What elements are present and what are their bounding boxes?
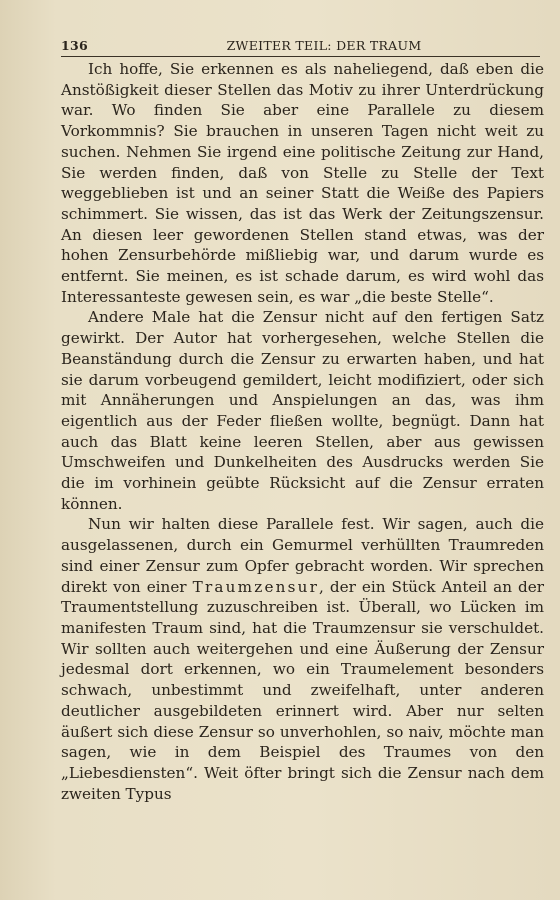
page-number: 136 bbox=[61, 38, 88, 53]
running-head: ZWEITER TEIL: DER TRAUM bbox=[226, 38, 422, 53]
emphasized-term: Traumzensur bbox=[192, 577, 320, 596]
paragraph-text: Ich hoffe, Sie erkennen es als naheliegend, daß eben die Anstößigkeit dieser Stellen das Motiv zu ihrer Unterdrückung war. Wo finden Sie aber eine Parallele zu diesem Vorkommnis? Sie brauchen in unseren Tagen nicht weit zu suchen. Nehmen Sie irgend eine politische Zeitung zur Hand, Sie werden finden, daß von Stelle zu Stelle der Text weggeblieben ist und an seiner Statt die Weiße des Papiers schimmert. Sie wissen, das ist das Werk der Zeitungszensur. An diesen leer gewordenen Stellen stand etwas, was der hohen Zensurbehörde mißliebig war, und darum wurde es entfernt. Sie meinen, es ist schade darum, es wird wohl das Interessanteste gewesen sein, es war „die beste Stelle“. bbox=[61, 60, 544, 306]
paragraph bbox=[61, 514, 544, 804]
paragraph bbox=[61, 307, 544, 514]
paragraph-text: Nun wir halten diese Parallele fest. Wir sagen, auch die ausgelassenen, durch ein Gemurmel verhüllten Traumreden sind einer Zensur zum Opfer gebracht worden. Wir sprechen direkt von einer bbox=[61, 515, 544, 596]
paragraph-text: Andere Male hat die Zensur nicht auf den fertigen Satz gewirkt. Der Autor hat vorhergesehen, welche Stellen die Beanständung durch die Zensur zu erwarten haben, und hat sie darum vorbeugend gemildert, leicht modifiziert, oder sich mit Annäherungen und Anspielungen an das, was ihm eigentlich aus der Feder fließen wollte, begnügt. Dann hat auch das Blatt keine leeren Stellen, aber aus gewissen Umschweifen und Dunkelheiten des Ausdrucks werden Sie die im vorhinein geübte Rücksicht auf die Zensur erraten können. bbox=[61, 308, 544, 513]
body-text bbox=[61, 59, 544, 804]
paragraph-text-continued: , der ein Stück Anteil an der Traumentstellung zuzuschreiben ist. Überall, wo Lücken im manifesten Traum sind, hat die Traumzensur sie verschuldet. Wir sollten auch weitergehen und eine Äußerung der Zensur jedesmal dort erkennen, wo ein Traumelement besonders schwach, unbestimmt und zweifelhaft, unter anderen deutlicher ausgebildeten erinnert wird. Aber nur selten äußert sich diese Zensur so unverhohlen, so naiv, möchte man sagen, wie in dem Beispiel des Traumes von den „Liebesdiensten“. Weit öfter bringt sich die Zensur nach dem zweiten Typus bbox=[61, 577, 545, 803]
paragraph bbox=[61, 59, 544, 307]
page-header bbox=[61, 38, 540, 57]
